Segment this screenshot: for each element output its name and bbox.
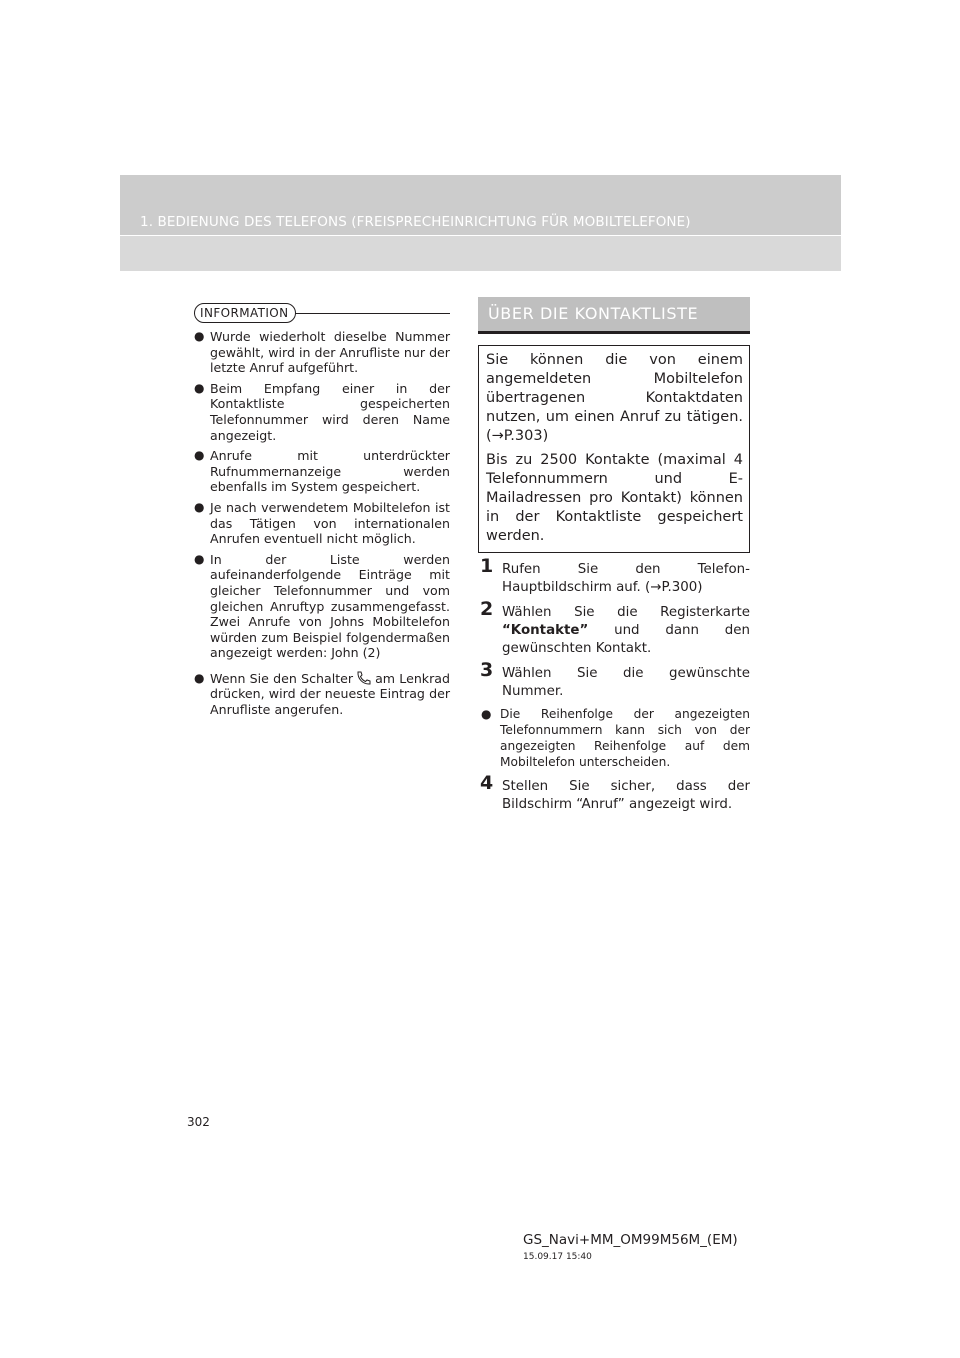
info-item: ● In der Liste werden aufeinanderfolgende Einträge mit gleicher Telefonnummer und vom gleichen Anruftyp zusammengefasst. Zwei Anrufe von Johns Mobiltelefon würden zum Beispiel folgendermaßen angezeigt werden: John (2) — [194, 551, 450, 661]
bullet-icon: ● — [481, 707, 492, 721]
contact-list-section — [478, 297, 750, 821]
intro-paragraph: Bis zu 2500 Kontakte (maximal 4 Telefonnummern und E-Mailadressen pro Kontakt) können in der Kontaktliste gespeichert werden. — [486, 452, 743, 544]
step-item: 2 Wählen Sie die Registerkarte “Kontakte” und dann den gewünschten Kontakt. — [480, 598, 750, 656]
section-title: ÜBER DIE KONTAKTLISTE — [488, 304, 699, 323]
bullet-icon: ● — [194, 329, 205, 343]
step-item: 4 Stellen Sie sicher, dass der Bildschirm “Anruf” angezeigt wird. — [480, 772, 750, 812]
tab-name: “Kontakte” — [502, 623, 589, 638]
info-item: ● Wurde wiederholt dieselbe Nummer gewählt, wird in der Anrufliste nur der letzte Anruf aufgeführt. — [194, 329, 450, 376]
info-item: ● Wenn Sie den Schalter am Lenkrad drücken, wird der neueste Eintrag der Anrufliste angerufen. — [194, 670, 450, 718]
bullet-icon: ● — [194, 448, 205, 463]
section-header — [478, 297, 750, 334]
step-item: 1 Rufen Sie den Telefon-Hauptbildschirm auf. (→P.300) — [480, 555, 750, 595]
footer-code: GS_Navi+MM_OM99M56M_(EM) — [523, 1232, 738, 1248]
bullet-icon: ● — [194, 499, 205, 514]
info-item: ● Je nach verwendetem Mobiltelefon ist das Tätigen von internationalen Anrufen eventuell nicht möglich. — [194, 499, 450, 547]
bullet-icon: ● — [194, 670, 205, 685]
bullet-icon: ● — [194, 551, 205, 566]
information-label: INFORMATION — [194, 303, 296, 323]
header-band — [120, 175, 841, 271]
step-number: 1 — [480, 555, 494, 577]
intro-box — [478, 345, 750, 553]
information-list — [194, 329, 450, 718]
info-item: ● Beim Empfang einer in der Kontaktliste gespeicherten Telefonnummer wird deren Name angezeigt. — [194, 380, 450, 443]
step-item: 3 Wählen Sie die gewünschte Nummer. — [480, 659, 750, 699]
step-number: 3 — [480, 659, 494, 681]
step-list — [478, 555, 750, 814]
phone-icon — [355, 671, 373, 685]
step-note: ● Die Reihenfolge der angezeigten Telefonnummern kann sich von der angezeigten Reihenfolge auf dem Mobiltelefon unterscheiden. — [481, 707, 750, 769]
intro-paragraph: Sie können die von einem angemeldeten Mobiltelefon übertragenen Kontaktdaten nutzen, um einen Anruf zu tätigen. (→P.303) — [486, 352, 743, 444]
header-strip — [120, 175, 841, 236]
page-number: 302 — [187, 1115, 210, 1129]
info-item: ● Anrufe mit unterdrückter Rufnummernanzeige werden ebenfalls im System gespeichert. — [194, 448, 450, 495]
information-box — [194, 302, 450, 723]
step-number: 4 — [480, 772, 494, 794]
step-number: 2 — [480, 598, 494, 620]
chapter-title: 1. BEDIENUNG DES TELEFONS (FREISPRECHEINRICHTUNG FÜR MOBILTELEFONE) — [140, 214, 691, 230]
footer-date: 15.09.17 15:40 — [523, 1252, 592, 1262]
information-header — [194, 302, 450, 323]
bullet-icon: ● — [194, 380, 205, 395]
